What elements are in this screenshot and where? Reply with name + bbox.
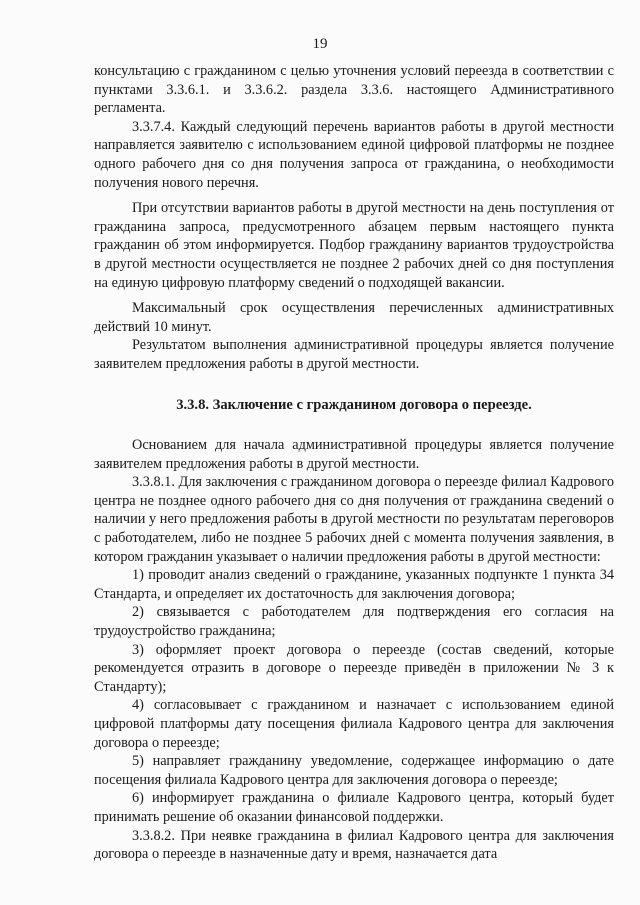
list-item: 3) оформляет проект договора о переезде (состав сведений, которые рекомендуется отразить в договоре о переезде приведён в приложении № 3 к Стандарту); <box>94 641 614 695</box>
document-body <box>94 62 614 864</box>
page-number: 19 <box>312 36 328 52</box>
paragraph: Максимальный срок осуществления перечисленных административных действий 10 минут. <box>94 300 614 335</box>
list-item: 1) проводит анализ сведений о гражданине, указанных подпункте 1 пункта 34 Стандарта, и определяет их достаточность для заключения договора; <box>94 567 614 602</box>
list-item: 6) информирует гражданина о филиале Кадрового центра, который будет принимать решение об оказании финансовой поддержки. <box>94 790 614 825</box>
paragraph: Результатом выполнения административной процедуры является получение заявителем предложения работы в другой местности. <box>94 337 614 372</box>
section-heading: 3.3.8. Заключение с гражданином договора о переезде. <box>176 396 532 413</box>
paragraph: Основанием для начала административной процедуры является получение заявителем предложения работы в другой местности. <box>94 437 614 472</box>
list-item: 4) согласовывает с гражданином и назначает с использованием единой цифровой платформы дату посещения филиала Кадрового центра для заключения договора о переезде; <box>94 697 614 751</box>
paragraph: 3.3.8.1. Для заключения с гражданином договора о переезде филиал Кадрового центра не позднее одного рабочего дня со дня получения от гражданина сведений о наличии у него предложения работы в другой местности по результатам переговоров с работодателем, либо не позднее 5 рабочих дней с момента получения заявления, в котором гражданин указывает о наличии предложения работы в другой местности: <box>94 474 614 565</box>
paragraph: консультацию с гражданином с целью уточнения условий переезда в соответствии с пунктами 3.3.6.1. и 3.3.6.2. раздела 3.3.6. настоящего Административного регламента. <box>94 63 614 117</box>
paragraph: 3.3.7.4. Каждый следующий перечень вариантов работы в другой местности направляется заявителю с использованием единой цифровой платформы не позднее одного рабочего дня со дня получения запроса от гражданина, о необходимости получения нового перечня. <box>94 118 614 191</box>
list-item: 2) связывается с работодателем для подтверждения его согласия на трудоустройство гражданина; <box>94 604 614 640</box>
paragraph: При отсутствии вариантов работы в другой местности на день поступления от гражданина запроса, предусмотренного абзацем первым настоящего пункта гражданин об этом информируется. Подбор гражданину вариантов трудоустройства в другой местности осуществляется не позднее 2 рабочих дней со дня поступления на единую цифровую платформу сведений о подходящей вакансии. <box>94 200 614 291</box>
list-item: 5) направляет гражданину уведомление, содержащее информацию о дате посещения филиала Кадрового центра для заключения договора о переезде; <box>94 753 614 788</box>
paragraph: 3.3.8.2. При неявке гражданина в филиал Кадрового центра для заключения договора о переезде в назначенные дату и время, назначается дата <box>94 827 614 863</box>
